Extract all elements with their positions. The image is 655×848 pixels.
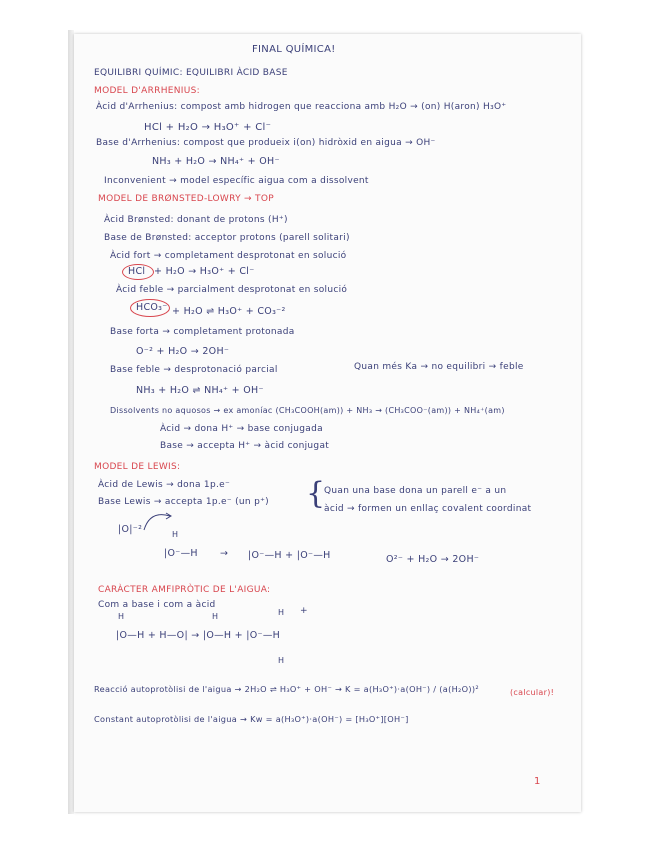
conjugate-acid-line: Base → accepta H⁺ → àcid conjugat [160,441,330,451]
lewis-base-def: Base Lewis → accepta 1p.e⁻ (un p⁺) [98,497,269,507]
lewis-eq-right: O²⁻ + H₂O → 2OH⁻ [386,554,480,565]
autoprotolysis-line2: Constant autoprotòlisi de l'aigua → Kw = a(H₃O⁺)·a(OH⁻) = [H₃O⁺][OH⁻] [94,714,409,724]
lewis-acid-def: Àcid de Lewis → dona 1p.e⁻ [98,480,231,490]
page-title: FINAL QUÍMICA! [252,44,336,55]
arrhenius-acid-eq: HCl + H₂O → H₃O⁺ + Cl⁻ [144,122,272,133]
lewis-note-line1: Quan una base dona un parell e⁻ a un [324,486,507,496]
arrhenius-base-def: Base d'Arrhenius: compost que produeix i(on) hidròxid en aigua → OH⁻ [96,138,436,148]
lewis-eq-left: |O⁻—H [164,548,198,559]
conjugate-base-line: Àcid → dona H⁺ → base conjugada [160,424,323,434]
bronsted-base-def: Base de Brønsted: acceptor protons (parell solitari) [104,233,350,243]
weak-acid-eq: + H₂O ⇌ H₃O⁺ + CO₃⁻² [172,306,286,317]
notebook-page [74,34,581,812]
strong-acid-eq: + H₂O → H₃O⁺ + Cl⁻ [154,266,255,277]
arrhenius-base-eq: NH₃ + H₂O → NH₄⁺ + OH⁻ [152,156,280,167]
lewis-eq-arrow: → [220,548,229,559]
weak-base-note: Quan més Ka → no equilibri → feble [354,362,524,372]
lewis-heading: MODEL DE LEWIS: [94,462,181,472]
weak-base-def: Base feble → desprotonació parcial [110,365,278,375]
page-number: 1 [534,776,541,787]
amphoteric-eq: |O—H + H—O| → |O—H + |O⁻—H [116,630,281,641]
autoprotolysis-line1: Reacció autoprotòlisi de l'aigua → 2H₂O ⇌ H₃O⁺ + OH⁻ → K = a(H₃O⁺)·a(OH⁻) / (a(H₂O))² [94,684,479,694]
amphoteric-heading: CARÀCTER AMFIPRÒTIC DE L'AIGUA: [98,585,271,595]
autoprotolysis-note: (calcular)! [510,688,555,697]
page-subtitle: EQUILIBRI QUÍMIC: EQUILIBRI ÀCID BASE [94,68,288,78]
strong-acid-species: HCl [128,266,146,277]
amphoteric-charge: + [300,606,308,616]
arrhenius-heading: MODEL D'ARRHENIUS: [94,86,200,96]
strong-acid-def: Àcid fort → completament desprotonat en solució [110,251,347,261]
weak-acid-species: HCO₃⁻ [136,302,168,313]
lewis-oxide: |O|⁻² [118,524,143,535]
weak-acid-def: Àcid feble → parcialment desprotonat en solució [116,285,348,295]
strong-base-def: Base forta → completament protonada [110,327,295,337]
bronsted-acid-def: Àcid Brønsted: donant de protons (H⁺) [104,215,288,225]
bronsted-heading: MODEL DE BRØNSTED-LOWRY → TOP [98,194,274,204]
lewis-h-label: H [172,530,179,539]
lewis-note-line2: àcid → formen un enllaç covalent coordinat [324,504,532,514]
arrhenius-acid-def: Àcid d'Arrhenius: compost amb hidrogen que reacciona amb H₂O → (on) H(aron) H₃O⁺ [96,102,507,112]
amphoteric-h-top-1: H [118,612,125,621]
amphoteric-h-bottom: H [278,656,285,665]
lewis-brace: { [306,476,326,511]
lewis-eq-mid: |O⁻—H + |O⁻—H [248,550,331,561]
strong-base-eq: O⁻² + H₂O → 2OH⁻ [136,346,230,357]
nonaqueous-solvents: Dissolvents no aquosos → ex amoníac (CH₃COOH(am)) + NH₃ → (CH₃COO⁻(am)) + NH₄⁺(am) [110,406,505,415]
amphoteric-h-top-2: H [212,612,219,621]
weak-base-eq: NH₃ + H₂O ⇌ NH₄⁺ + OH⁻ [136,385,264,396]
amphoteric-line: Com a base i com a àcid [98,600,216,610]
arrhenius-drawback: Inconvenient → model específic aigua com a dissolvent [104,176,369,186]
amphoteric-h-top-3: H [278,608,285,617]
